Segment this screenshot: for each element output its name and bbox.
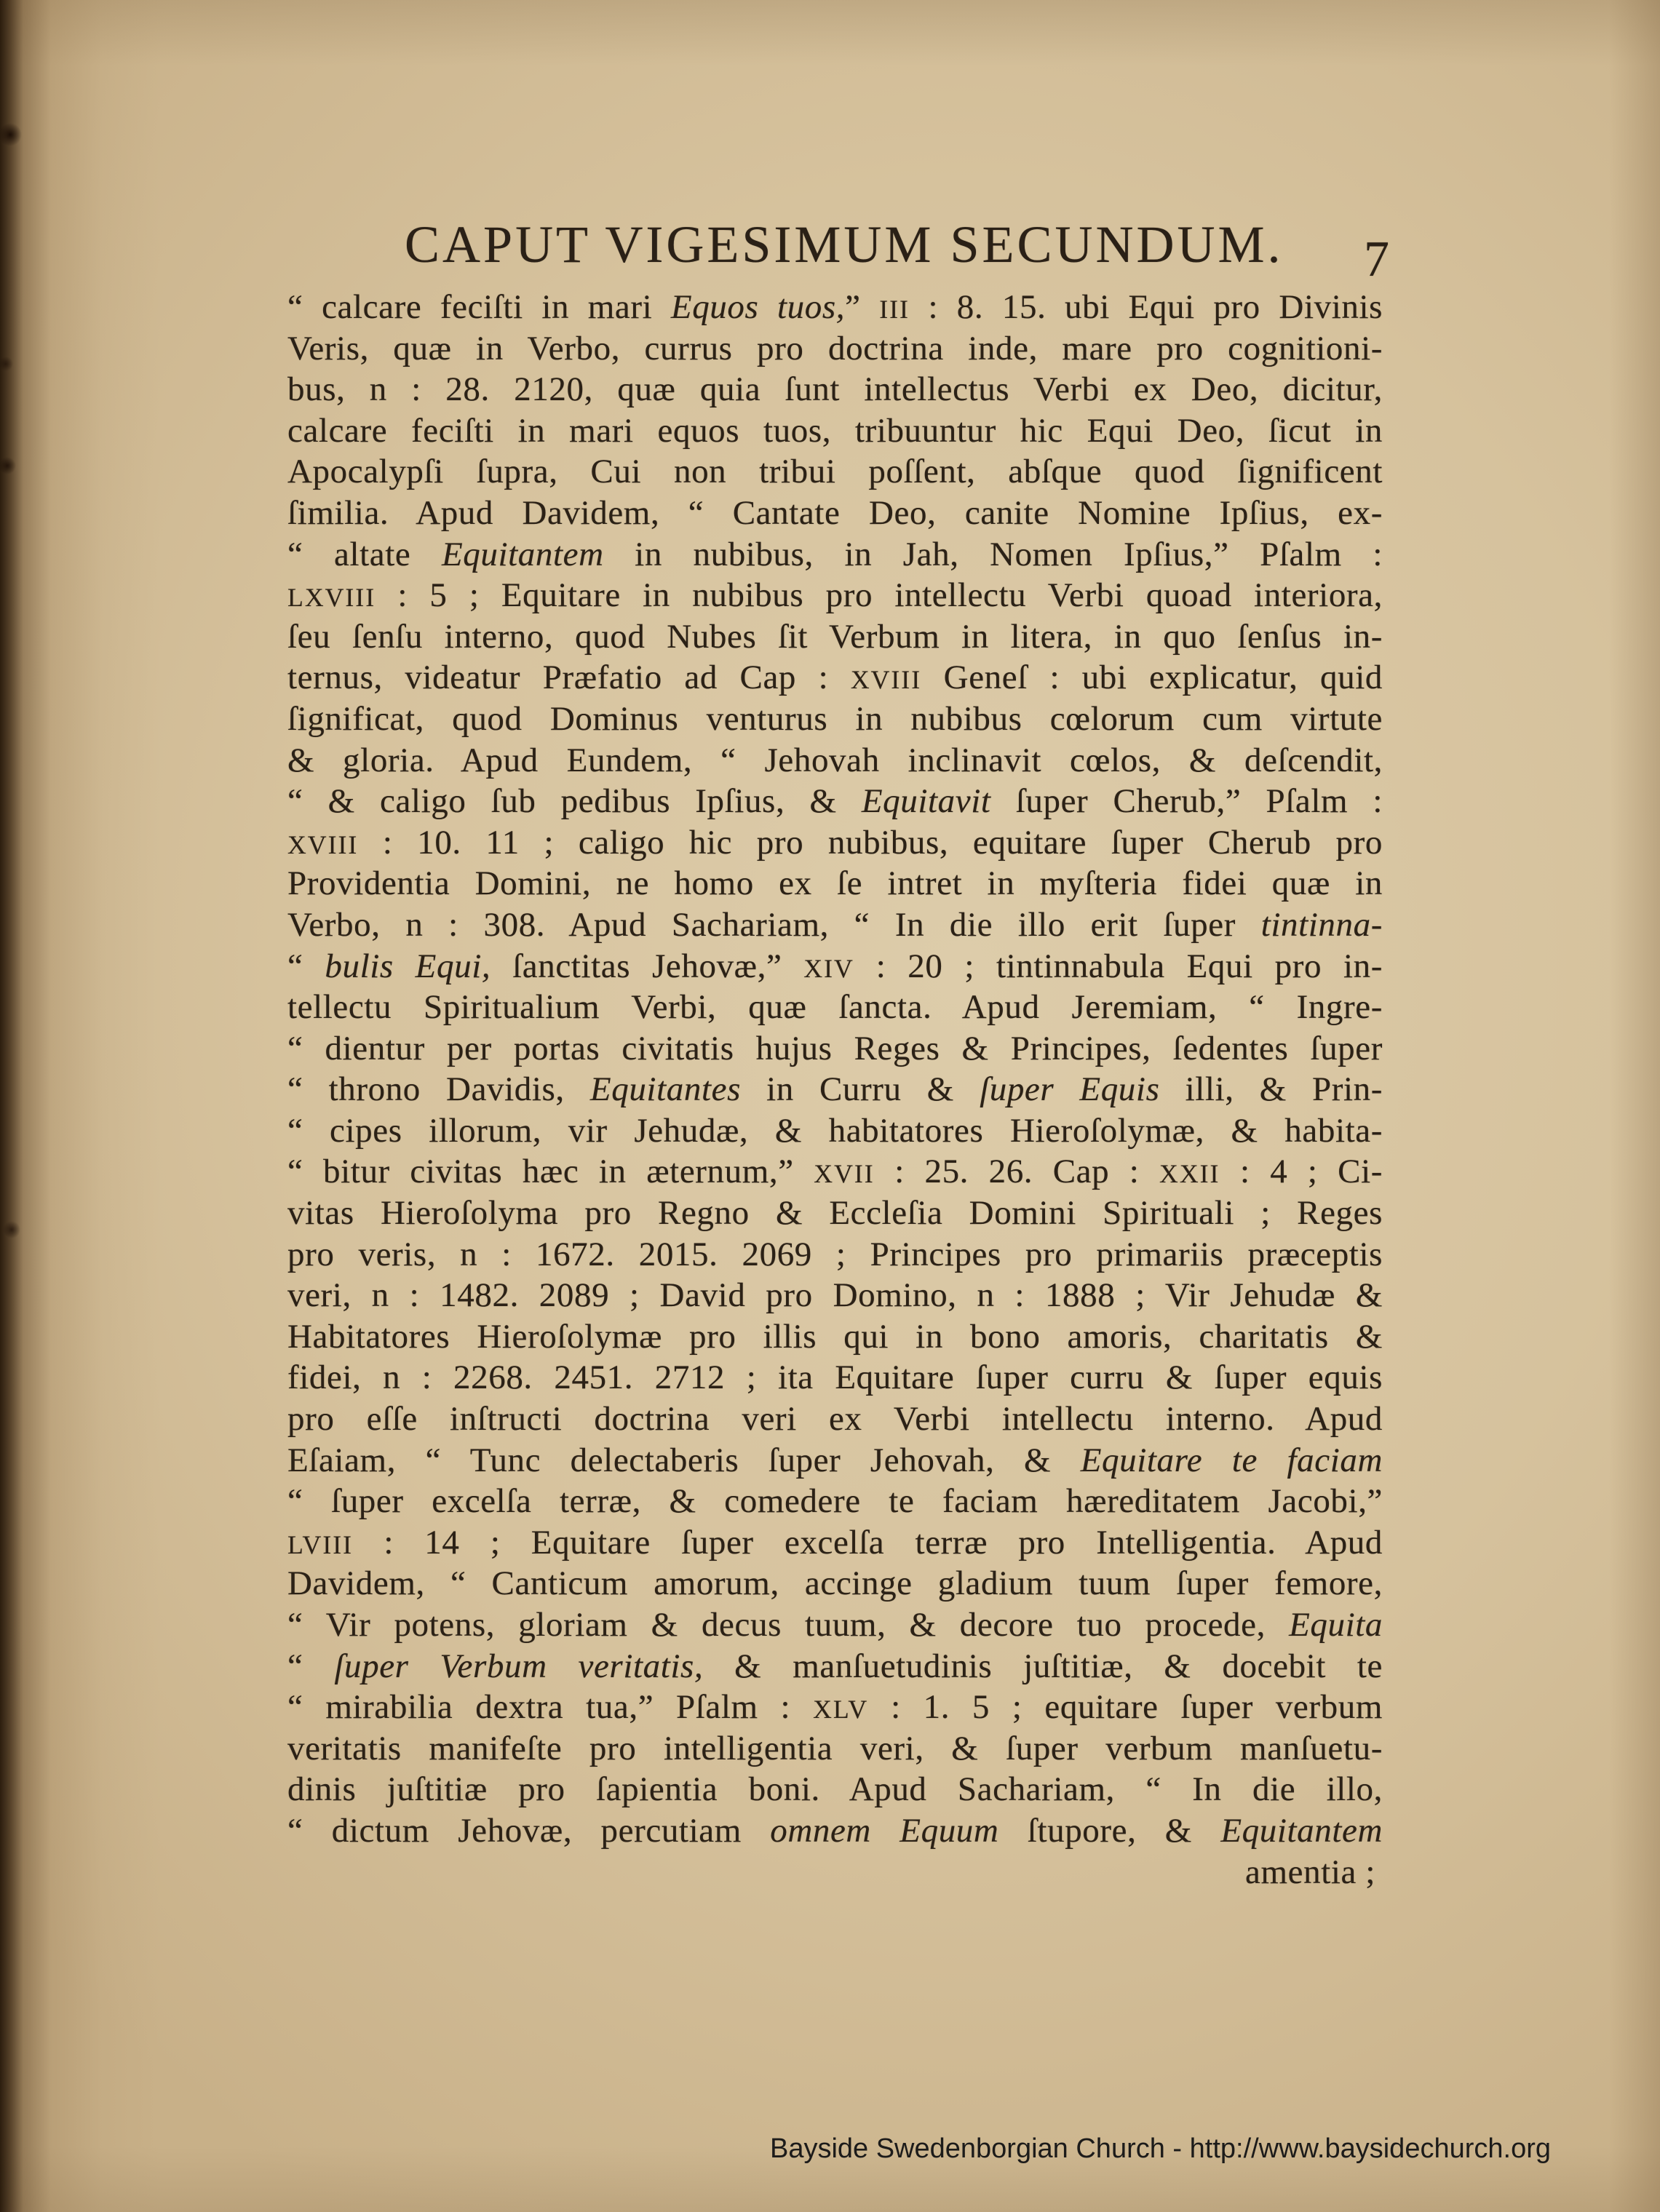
text-run: : 14 ; Equitare ſuper excelſa terræ pro Intelligentia. Apud <box>353 1523 1383 1561</box>
text-run: illi, & Prin- <box>1159 1070 1383 1109</box>
text-run: pro eſſe inſtructi doctrina veri ex Verbi intellectu interno. Apud <box>287 1400 1383 1439</box>
text-run: “ bitur civitas hæc in æternum,” <box>287 1153 814 1191</box>
catchword: amentia ; <box>1245 1853 1375 1891</box>
italic-run: Equitare te faciam <box>1080 1441 1383 1479</box>
body-line <box>287 1522 1383 1564</box>
text-run: Habitatores Hieroſolymæ pro illis qui in bono amoris, charitatis & <box>287 1317 1383 1356</box>
text-run: : 4 ; Ci- <box>1220 1153 1383 1191</box>
body-line <box>287 1687 1383 1728</box>
body-line <box>287 1028 1383 1070</box>
text-run: & manſuetudinis juſtitiæ, & docebit te <box>703 1647 1383 1685</box>
text-run: Verbo, n : 308. Apud Sachariam, “ In die illo erit ſuper <box>287 905 1261 944</box>
text-run: ſanctitas Jehovæ,” <box>491 947 804 985</box>
text-run: vitas Hieroſolyma pro Regno & Eccleſia Domini Spirituali ; Reges <box>287 1194 1383 1233</box>
body-line <box>287 451 1383 493</box>
body-line <box>287 1810 1383 1852</box>
body-line <box>287 781 1383 822</box>
body-line <box>287 822 1383 864</box>
numeral-run: XIV <box>803 953 854 983</box>
body-line <box>287 1769 1383 1810</box>
body-line <box>287 1357 1383 1399</box>
body-line <box>287 1234 1383 1276</box>
italic-run: Equitantem <box>1220 1811 1383 1850</box>
body-line <box>287 1110 1383 1152</box>
italic-run: ſuper Equis <box>980 1070 1160 1109</box>
text-run: in nubibus, in Jah, Nomen Ipſius,” Pſalm : <box>603 535 1383 573</box>
body-line <box>287 863 1383 904</box>
text-run: ” <box>845 288 880 326</box>
italic-run: ſuper Verbum veritatis, <box>334 1647 704 1685</box>
text-run: “ ſuper excelſa terræ, & comedere te faciam hæreditatem Jacobi,” <box>287 1482 1383 1521</box>
text-run: “ Vir potens, gloriam & decus tuum, & decore tuo procede, <box>287 1606 1290 1644</box>
text-run: ſimilia. Apud Davidem, “ Cantate Deo, canite Nomine Ipſius, ex- <box>287 493 1383 532</box>
body-line <box>287 328 1383 370</box>
text-run: : 20 ; tintinnabula Equi pro in- <box>854 947 1383 985</box>
numeral-run: XVII <box>814 1159 875 1189</box>
body-line <box>287 1316 1383 1358</box>
text-run: : 8. 15. ubi Equi pro Divinis <box>909 288 1383 326</box>
text-run: Davidem, “ Canticum amorum, accinge gladium tuum ſuper femore, <box>287 1564 1383 1603</box>
page-number: 7 <box>1364 231 1389 287</box>
text-run: in Curru & <box>740 1070 980 1109</box>
italic-run: tintinna- <box>1260 905 1383 944</box>
text-run: ſignificat, quod Dominus venturus in nubibus cœlorum cum virtute <box>287 699 1383 738</box>
body-line <box>287 1481 1383 1522</box>
italic-run: Equitantem <box>441 535 604 573</box>
text-run: “ throno Davidis, <box>287 1070 590 1109</box>
text-run: ternus, videatur Præfatio ad Cap : <box>287 659 851 697</box>
text-run: Veris, quæ in Verbo, currus pro doctrina inde, mare pro cognitioni- <box>287 329 1383 367</box>
body-line <box>287 287 1383 328</box>
italic-run: Equos tuos, <box>670 288 846 326</box>
body-line <box>287 904 1383 946</box>
text-run: calcare feciſti in mari equos tuos, tribuuntur hic Equi Deo, ſicut in <box>287 411 1383 450</box>
numeral-run: XLV <box>813 1695 869 1724</box>
italic-run: bulis Equi, <box>325 947 491 985</box>
body-line <box>287 1275 1383 1316</box>
text-run: Eſaiam, “ Tunc delectaberis ſuper Jehovah, & <box>287 1441 1081 1479</box>
text-run: ſtupore, & <box>998 1811 1221 1850</box>
body-line <box>287 1440 1383 1481</box>
running-head: CAPUT VIGESIMUM SECUNDUM. <box>405 215 1284 274</box>
text-run: ſuper Cherub,” Pſalm : <box>990 782 1383 821</box>
numeral-run: XVIII <box>287 830 359 859</box>
body-line <box>287 1069 1383 1110</box>
text-run: “ mirabilia dextra tua,” Pſalm : <box>287 1688 814 1727</box>
text-run: & gloria. Apud Eundem, “ Jehovah inclinavit cœlos, & deſcendit, <box>287 741 1383 779</box>
text-run: “ cipes illorum, vir Jehudæ, & habitatores Hieroſolymæ, & habita- <box>287 1111 1383 1150</box>
numeral-run: XXII <box>1159 1159 1220 1189</box>
text-run: “ altate <box>287 535 442 573</box>
body-line <box>287 1399 1383 1440</box>
text-run: tellectu Spiritualium Verbi, quæ ſancta. Apud Jeremiam, “ Ingre- <box>287 988 1383 1027</box>
text-run: “ <box>287 947 325 985</box>
italic-run: Equita <box>1289 1606 1383 1644</box>
text-run: Apocalypſi ſupra, Cui non tribui poſſent, abſque quod ſignificent <box>287 453 1383 491</box>
text-run: dinis juſtitiæ pro ſapientia boni. Apud Sachariam, “ In die illo, <box>287 1770 1383 1809</box>
body-line <box>287 946 1383 987</box>
body-line <box>287 493 1383 534</box>
body-line <box>287 1563 1383 1604</box>
text-run: “ & caligo ſub pedibus Ipſius, & <box>287 782 862 821</box>
text-run: veritatis manifeſte pro intelligentia veri, & ſuper verbum manſuetu- <box>287 1729 1383 1767</box>
body-line <box>287 1604 1383 1646</box>
text-run: “ <box>287 1647 335 1685</box>
text-run: ſeu ſenſu interno, quod Nubes ſit Verbum in litera, in quo ſenſus in- <box>287 617 1383 656</box>
text-run: : 10. 11 ; caligo hic pro nubibus, equitare ſuper Cherub pro <box>358 823 1383 862</box>
text-run: : 25. 26. Cap : <box>874 1153 1160 1191</box>
body-line <box>287 1193 1383 1234</box>
body-line <box>287 987 1383 1028</box>
numeral-run: LXVIII <box>287 583 376 613</box>
body-line <box>287 699 1383 740</box>
text-run: : 5 ; Equitare in nubibus pro intellectu Verbi quoad interiora, <box>376 576 1383 615</box>
text-run: : 1. 5 ; equitare ſuper verbum <box>868 1688 1383 1727</box>
body-line <box>287 534 1383 576</box>
text-run: “ dientur per portas civitatis hujus Reges & Principes, ſedentes ſuper <box>287 1029 1383 1067</box>
body-line <box>287 575 1383 616</box>
numeral-run: XVIII <box>850 665 922 695</box>
body-line <box>287 740 1383 781</box>
body-line <box>287 1646 1383 1687</box>
text-run: veri, n : 1482. 2089 ; David pro Domino, n : 1888 ; Vir Jehudæ & <box>287 1276 1383 1315</box>
body-line <box>287 410 1383 452</box>
numeral-run: LVIII <box>287 1529 354 1559</box>
body-line <box>287 1151 1383 1193</box>
body-line <box>287 1728 1383 1770</box>
body-line <box>287 616 1383 658</box>
body-line <box>287 369 1383 410</box>
text-run: pro veris, n : 1672. 2015. 2069 ; Principes pro primariis præceptis <box>287 1235 1383 1273</box>
text-run: “ dictum Jehovæ, percutiam <box>287 1811 771 1850</box>
text-run: fidei, n : 2268. 2451. 2712 ; ita Equitare ſuper curru & ſuper equis <box>287 1358 1383 1397</box>
text-run: Providentia Domini, ne homo ex ſe intret in myſteria fidei quæ in <box>287 864 1383 903</box>
text-run: bus, n : 28. 2120, quæ quia ſunt intellectus Verbi ex Deo, dicitur, <box>287 370 1383 409</box>
italic-run: Equitavit <box>861 782 991 821</box>
italic-run: Equitantes <box>589 1070 741 1109</box>
italic-run: omnem Equum <box>770 1811 999 1850</box>
text-run: “ calcare feciſti in mari <box>287 288 671 326</box>
text-run: Geneſ : ubi explicatur, quid <box>921 659 1383 697</box>
body-text <box>287 287 1383 1893</box>
watermark-credit: Bayside Swedenborgian Church - http://www.baysidechurch.org <box>769 2133 1551 2164</box>
numeral-run: III <box>879 295 910 324</box>
body-line <box>287 657 1383 699</box>
